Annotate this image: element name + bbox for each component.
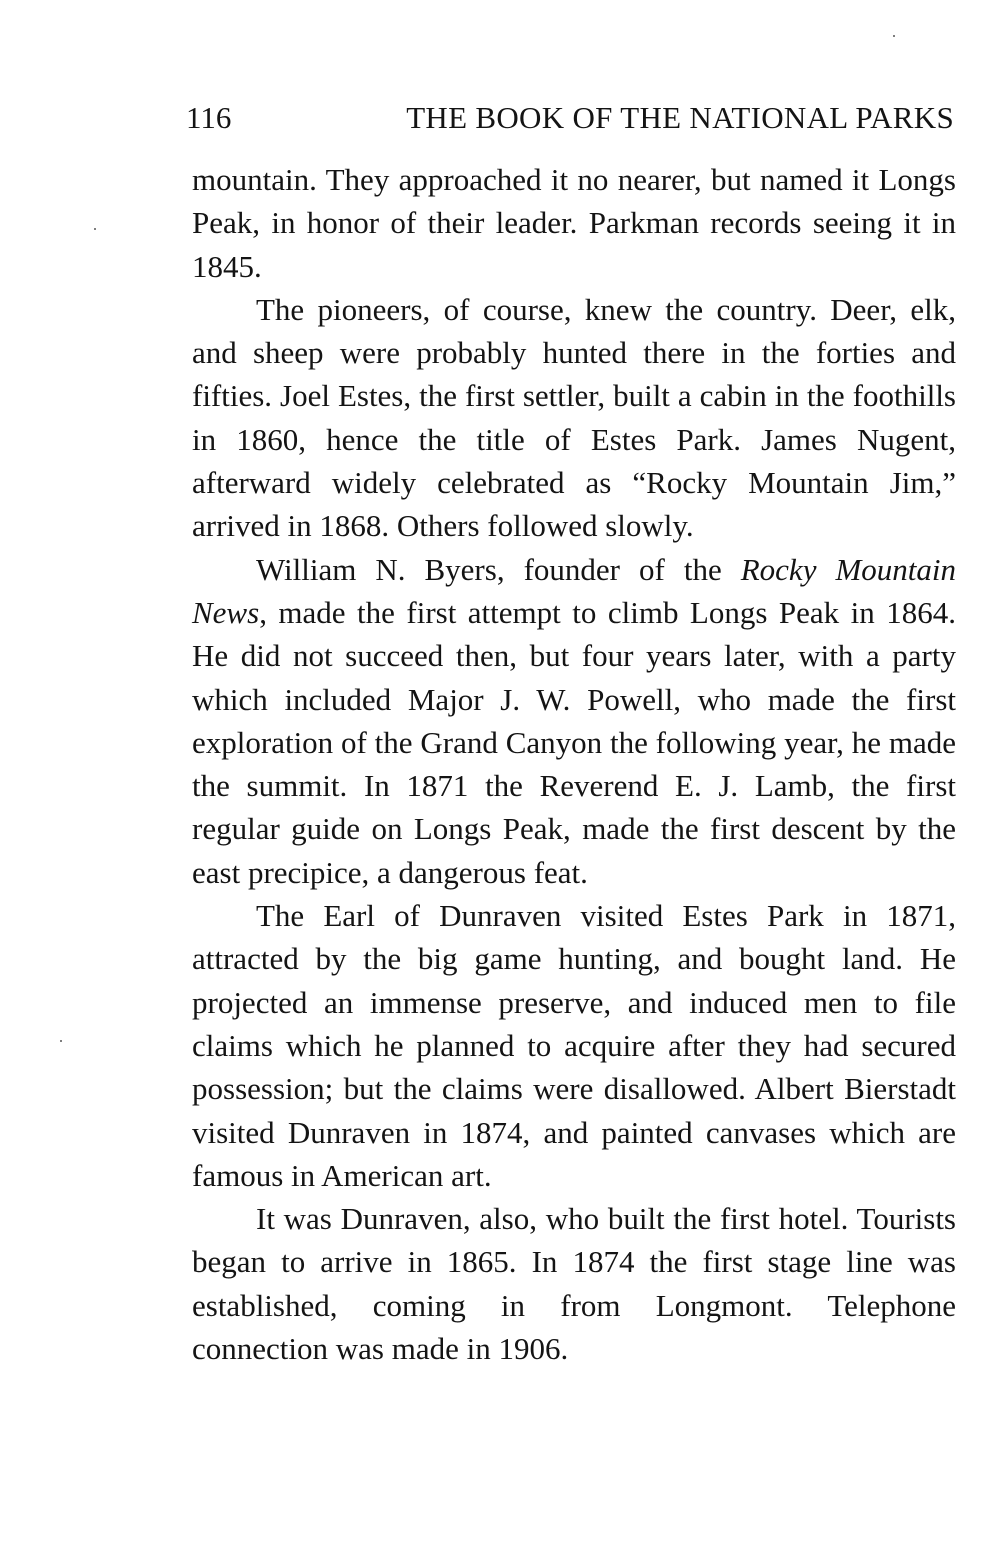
paragraph-3 [192, 548, 956, 894]
paragraph-text: It was Dunraven, also, who built the first hotel. Tourists began to arrive in 1865. In 1874 the first stage line was established, coming in from Longmont. Telephone connection was made in 1906. [192, 1201, 956, 1367]
paragraph-text: mountain. They approached it no nearer, but named it Longs Peak, in honor of their leader. Parkman records seeing it in 1845. [192, 162, 956, 284]
paragraph-4 [192, 894, 956, 1197]
paragraph-text: , made the first attempt to climb Longs Peak in 1864. He did not succeed then, but four years later, with a party which included Major J. W. Powell, who made the first exploration of the Grand Canyon the following year, he made the summit. In 1871 the Reverend E. J. Lamb, the first regular guide on Longs Peak, made the first descent by the east precipice, a dangerous feat. [192, 594, 956, 890]
scan-speck [60, 1040, 62, 1042]
paragraph-5 [192, 1197, 956, 1370]
paragraph-text: William N. Byers, founder of the [256, 551, 741, 587]
scan-speck [893, 35, 895, 37]
body-text [192, 158, 956, 1370]
newspaper-title: Rocky Mountain News [192, 551, 957, 630]
paragraph-text: The Earl of Dunraven visited Estes Park in 1871, attracted by the big game hunting, and bought land. He projected an immense preserve, and induced men to file claims which he planned to acquire after they had secured possession; but the claims were disallowed. Albert Bierstadt visited Dunraven in 1874, and painted canvases which are famous in American art. [192, 898, 956, 1193]
scan-speck [94, 228, 96, 230]
running-title: THE BOOK OF THE NATIONAL PARKS [406, 100, 954, 135]
paragraph-text: The pioneers, of course, knew the country. Deer, elk, and sheep were probably hunted there in the forties and fifties. Joel Estes, the first settler, built a cabin in the foothills in 1860, hence the title of Estes Park. James Nugent, afterward widely celebrated as “Rocky Mountain Jim,” arrived in 1868. Others followed slowly. [192, 291, 956, 544]
page-number: 116 [186, 100, 232, 135]
paragraph-2 [192, 288, 956, 548]
paragraph-1 [192, 158, 956, 288]
